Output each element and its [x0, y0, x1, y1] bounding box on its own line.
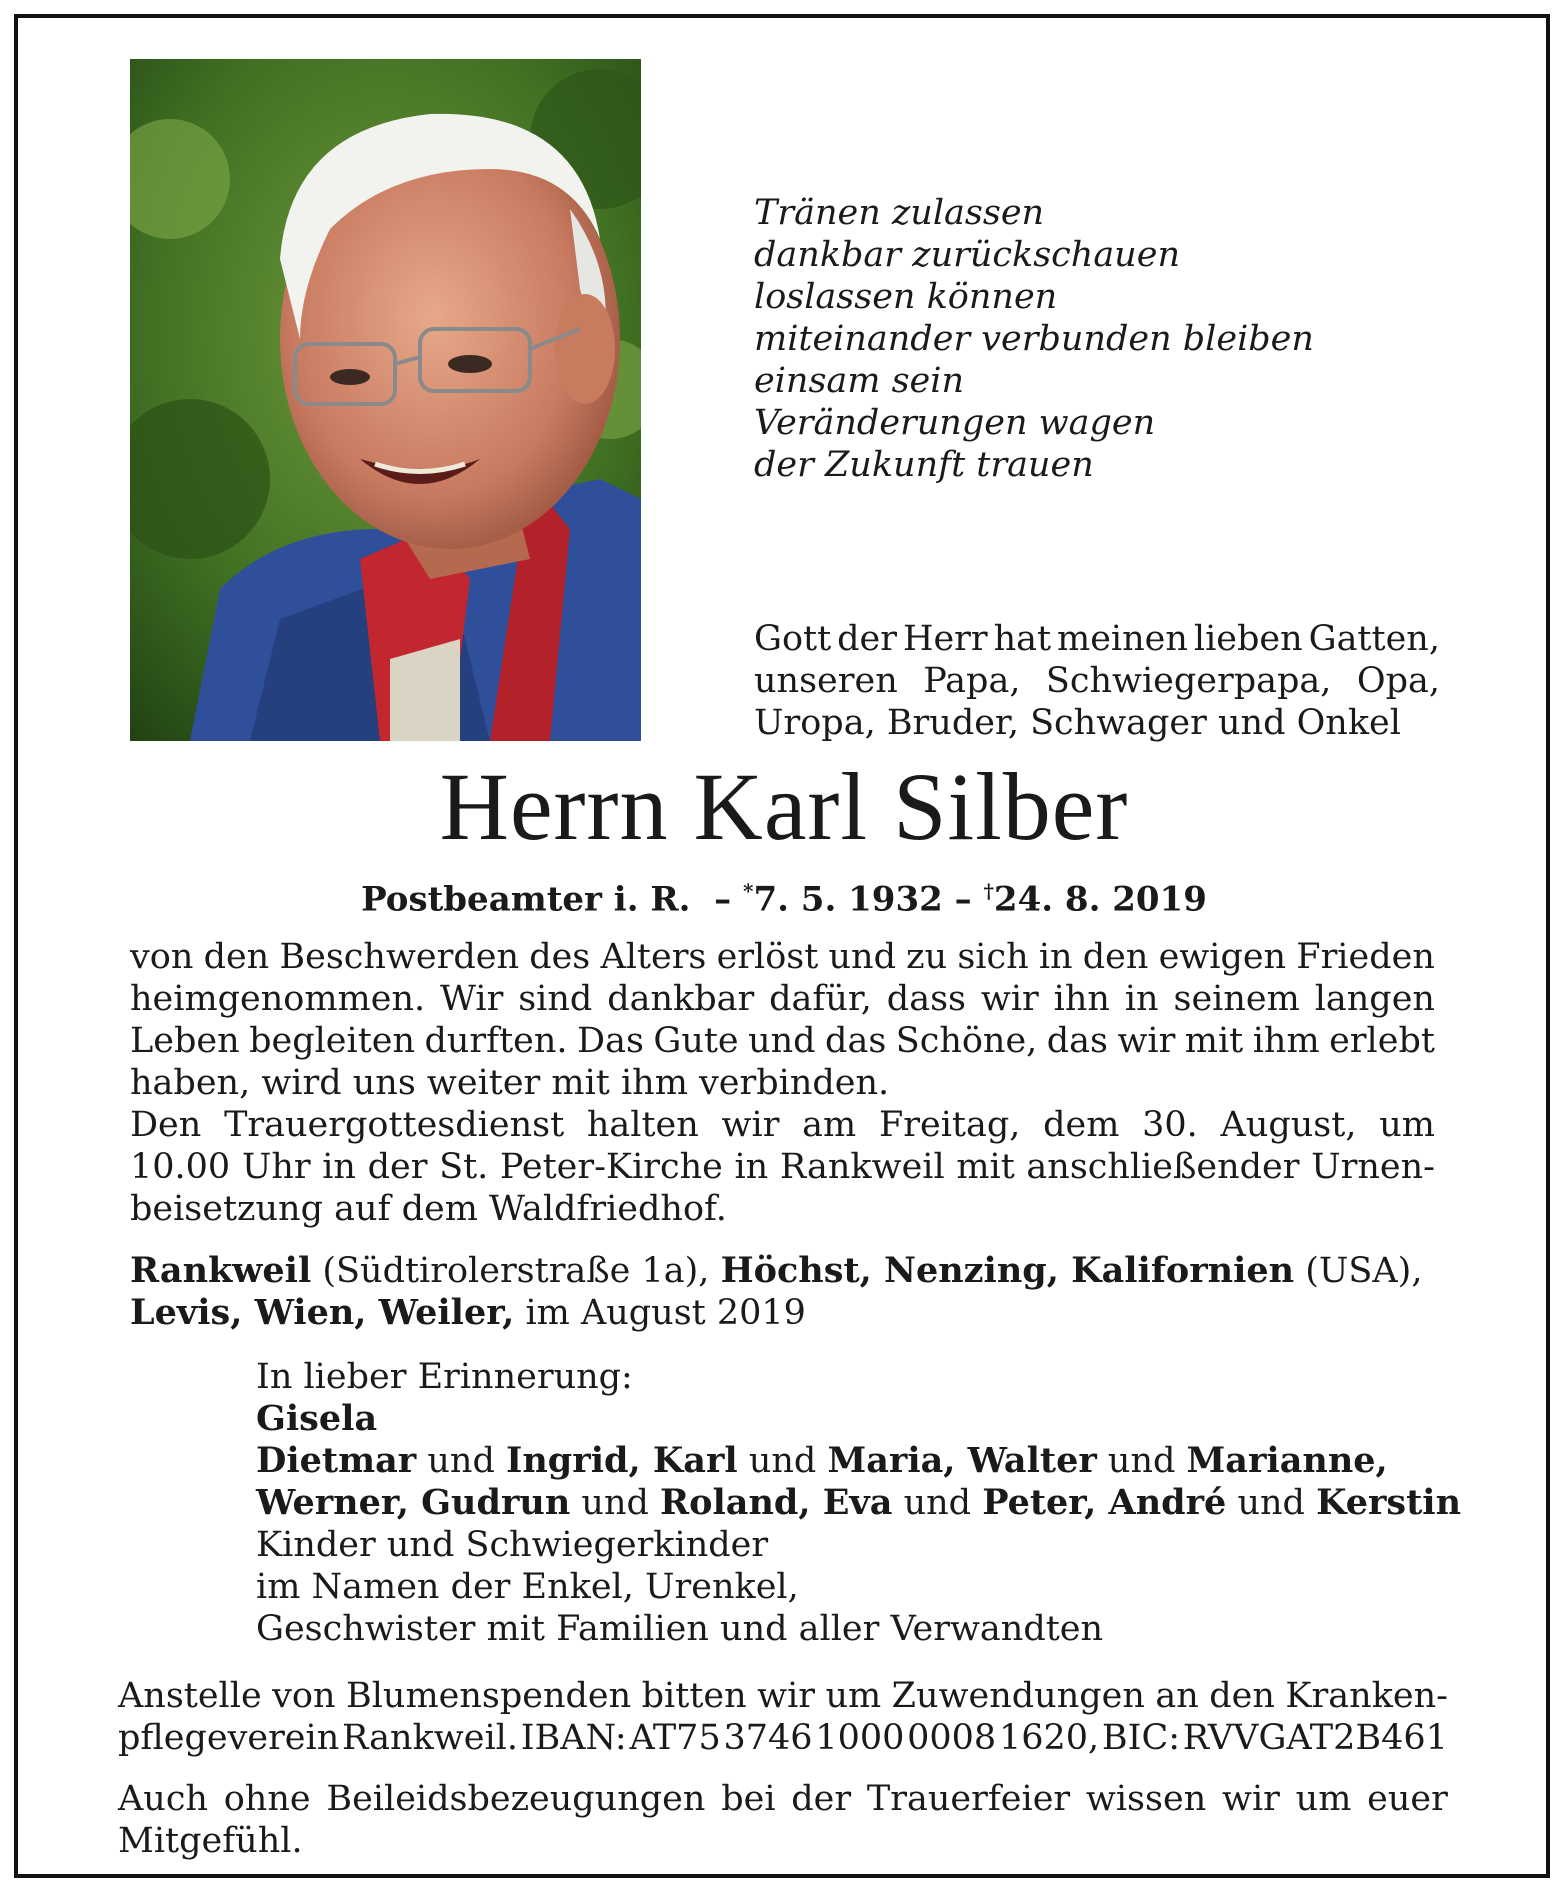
word: 30. [1142, 1105, 1198, 1145]
word: 0008 [907, 1718, 997, 1758]
place-others: Höchst, Nenzing, Kalifornien [720, 1250, 1295, 1291]
intro-text [754, 618, 1440, 744]
connector-text: und [1096, 1441, 1187, 1481]
word: seinem [1173, 979, 1300, 1019]
donation-note [118, 1675, 1448, 1759]
word: wir [980, 979, 1039, 1019]
mourner-name: Peter, André [982, 1482, 1227, 1523]
mourners-line: Kinder und Schwiegerkinder [256, 1525, 769, 1565]
place-rankweil: Rankweil [130, 1250, 312, 1291]
poem-line: Veränderungen wagen [754, 403, 1156, 443]
word: Zuwendungen [891, 1676, 1145, 1716]
word: bei [721, 1779, 776, 1819]
places-row [130, 1250, 1435, 1292]
word: langen [1314, 979, 1435, 1019]
word: der [837, 619, 897, 659]
word: euer [1367, 1779, 1448, 1819]
word: 3746 [723, 1718, 813, 1758]
body-line [130, 1020, 1435, 1062]
birth-symbol: * [743, 879, 754, 903]
word: Kranken- [1285, 1676, 1448, 1716]
word: Gute [653, 1021, 739, 1061]
place-others-2: Levis, Wien, Weiler, [130, 1292, 515, 1333]
word: ihm [1252, 1021, 1320, 1061]
place-date: im August 2019 [514, 1293, 806, 1333]
mourners-children-line [256, 1482, 1462, 1524]
word: Freitag, [878, 1105, 1021, 1145]
word: wir [757, 1676, 815, 1716]
poem [754, 192, 1314, 486]
poem-line: Tränen zulassen [754, 193, 1045, 233]
poem-line: dankbar zurückschauen [754, 235, 1180, 275]
mourner-name: Dietmar [256, 1440, 417, 1481]
word: Opa, [1356, 661, 1440, 701]
word: Wir [440, 979, 504, 1019]
address: (Südtirolerstraße 1a), [311, 1251, 721, 1291]
word: Urnen- [1311, 1147, 1435, 1187]
poem-line: der Zukunft trauen [754, 445, 1094, 485]
word: Auch [118, 1779, 208, 1819]
word: zu [906, 937, 948, 977]
word: von [130, 937, 194, 977]
word: den [203, 937, 270, 977]
word: erlöst [716, 937, 819, 977]
word: Beileidsbezeugungen [326, 1779, 706, 1819]
mourner-name: Werner, Gudrun [256, 1482, 571, 1523]
mourners-heading: In lieber Erinnerung: [256, 1357, 633, 1397]
word: 1000 [815, 1718, 905, 1758]
closing-line: Mitgefühl. [118, 1821, 303, 1861]
word: Gott [754, 619, 832, 659]
life-dates [0, 870, 1568, 920]
word: IBAN: [520, 1718, 627, 1758]
connector-text: und [737, 1441, 828, 1481]
word: wir [1222, 1779, 1280, 1819]
word: um [1295, 1779, 1352, 1819]
word: Das [577, 1021, 644, 1061]
mourner-name: Marianne, [1186, 1440, 1388, 1481]
word: von [272, 1676, 336, 1716]
mourners-line: im Namen der Enkel, Urenkel, [256, 1567, 799, 1607]
body-line [130, 978, 1435, 1020]
mourner-spouse: Gisela [256, 1398, 378, 1439]
word: August, [1220, 1105, 1357, 1145]
country: (USA), [1294, 1251, 1423, 1291]
connector-text: und [892, 1483, 983, 1523]
places-line [130, 1250, 1435, 1334]
mourner-name: Maria, Walter [827, 1440, 1097, 1481]
word: in [1124, 979, 1159, 1019]
word: Trauerfeier [866, 1779, 1071, 1819]
word: dass [886, 979, 966, 1019]
dash: – [954, 879, 972, 920]
word: Leben [130, 1021, 240, 1061]
occupation: Postbeamter i. R. [361, 879, 691, 920]
word: Schwiegerpapa, [1045, 661, 1332, 701]
word: ihn [1053, 979, 1110, 1019]
word: in [734, 1147, 769, 1187]
birth-date: 7. 5. 1932 [753, 879, 943, 920]
word: 1620, [998, 1718, 1100, 1758]
word: ewigen [1158, 937, 1287, 977]
mourners-line: Geschwister mit Familien und aller Verwandten [256, 1609, 1104, 1649]
poem-line: einsam sein [754, 361, 964, 401]
word: ohne [223, 1779, 311, 1819]
body-line: haben, wird uns weiter mit ihm verbinden. [130, 1063, 890, 1103]
word: um [825, 1676, 882, 1716]
word: und [748, 1021, 816, 1061]
word: Rankweil [779, 1147, 945, 1187]
word: den [1209, 1676, 1275, 1716]
word: des [529, 937, 591, 977]
word: dem [1043, 1105, 1120, 1145]
announcement-body [130, 936, 1435, 1230]
word: Frieden [1296, 937, 1435, 977]
word: mit [956, 1147, 1015, 1187]
dash: – [714, 879, 732, 920]
body-line: beisetzung auf dem Waldfriedhof. [130, 1189, 727, 1229]
body-line [130, 1104, 1435, 1146]
word: Herr [902, 619, 988, 659]
word: halten [586, 1105, 699, 1145]
donation-line [118, 1675, 1448, 1717]
word: erlebt [1329, 1021, 1435, 1061]
word: Den [130, 1105, 202, 1145]
connector-text: und [416, 1441, 506, 1481]
word: Blumenspenden [346, 1676, 632, 1716]
word: Uhr [241, 1147, 311, 1187]
mourner-name: Kerstin [1316, 1482, 1462, 1523]
word: das [1046, 1021, 1108, 1061]
word: sich [957, 937, 1029, 977]
word: am [802, 1105, 857, 1145]
donation-line [118, 1717, 1448, 1759]
word: lieben [1193, 619, 1303, 659]
word: heimgenommen. [130, 979, 426, 1019]
word: begleiten [249, 1021, 416, 1061]
closing-line [118, 1778, 1448, 1820]
intro-line: Uropa, Bruder, Schwager und Onkel [754, 703, 1401, 743]
connector-text: und [1226, 1483, 1317, 1523]
places-row [130, 1292, 1435, 1334]
word: sind [518, 979, 593, 1019]
mourner-name: Ingrid, Karl [505, 1440, 738, 1481]
mourners-children-line [256, 1440, 1436, 1482]
word: Alters [600, 937, 707, 977]
word: RVVGAT2B461 [1182, 1718, 1448, 1758]
death-symbol: † [983, 879, 994, 903]
word: wir [1117, 1021, 1176, 1061]
word: Trauergottesdienst [224, 1105, 565, 1145]
word: in [322, 1147, 356, 1187]
word: dafür, [769, 979, 872, 1019]
closing-note [118, 1778, 1448, 1862]
word: Anstelle [118, 1676, 262, 1716]
word: der [367, 1147, 428, 1187]
word: Gatten, [1308, 619, 1440, 659]
mourner-name: Roland, Eva [660, 1482, 893, 1523]
word: Peter-Kirche [499, 1147, 723, 1187]
word: Schöne, [895, 1021, 1038, 1061]
word: der [791, 1779, 852, 1819]
word: wir [721, 1105, 780, 1145]
word: meinen [1057, 619, 1188, 659]
word: AT75 [629, 1718, 721, 1758]
word: wissen [1085, 1779, 1207, 1819]
portrait-photo [130, 59, 641, 741]
word: bitten [641, 1676, 747, 1716]
word: hat [993, 619, 1052, 659]
word: durften. [424, 1021, 568, 1061]
deceased-name: Herrn Karl Silber [439, 753, 1129, 860]
word: an [1155, 1676, 1199, 1716]
connector-text: und [570, 1483, 661, 1523]
word: pflegeverein [118, 1718, 340, 1758]
intro-line [754, 660, 1440, 702]
word: BIC: [1101, 1718, 1181, 1758]
death-date: 24. 8. 2019 [993, 879, 1207, 920]
word: Beschwerden [279, 937, 520, 977]
word: den [1082, 937, 1149, 977]
word: anschließender [1026, 1147, 1300, 1187]
word: das [825, 1021, 887, 1061]
word: Rankweil. [342, 1718, 518, 1758]
word: Papa, [923, 661, 1021, 701]
poem-line: miteinander verbunden bleiben [754, 319, 1314, 359]
word: unseren [754, 661, 898, 701]
word: und [828, 937, 896, 977]
word: mit [1184, 1021, 1244, 1061]
word: in [1038, 937, 1073, 977]
word: dankbar [607, 979, 755, 1019]
word: St. [439, 1147, 489, 1187]
poem-line: loslassen können [754, 277, 1058, 317]
mourners [256, 1356, 1462, 1650]
word: um [1379, 1105, 1435, 1145]
intro-line [754, 618, 1440, 660]
word: 10.00 [130, 1147, 231, 1187]
body-line [130, 1146, 1435, 1188]
body-line [130, 936, 1435, 978]
